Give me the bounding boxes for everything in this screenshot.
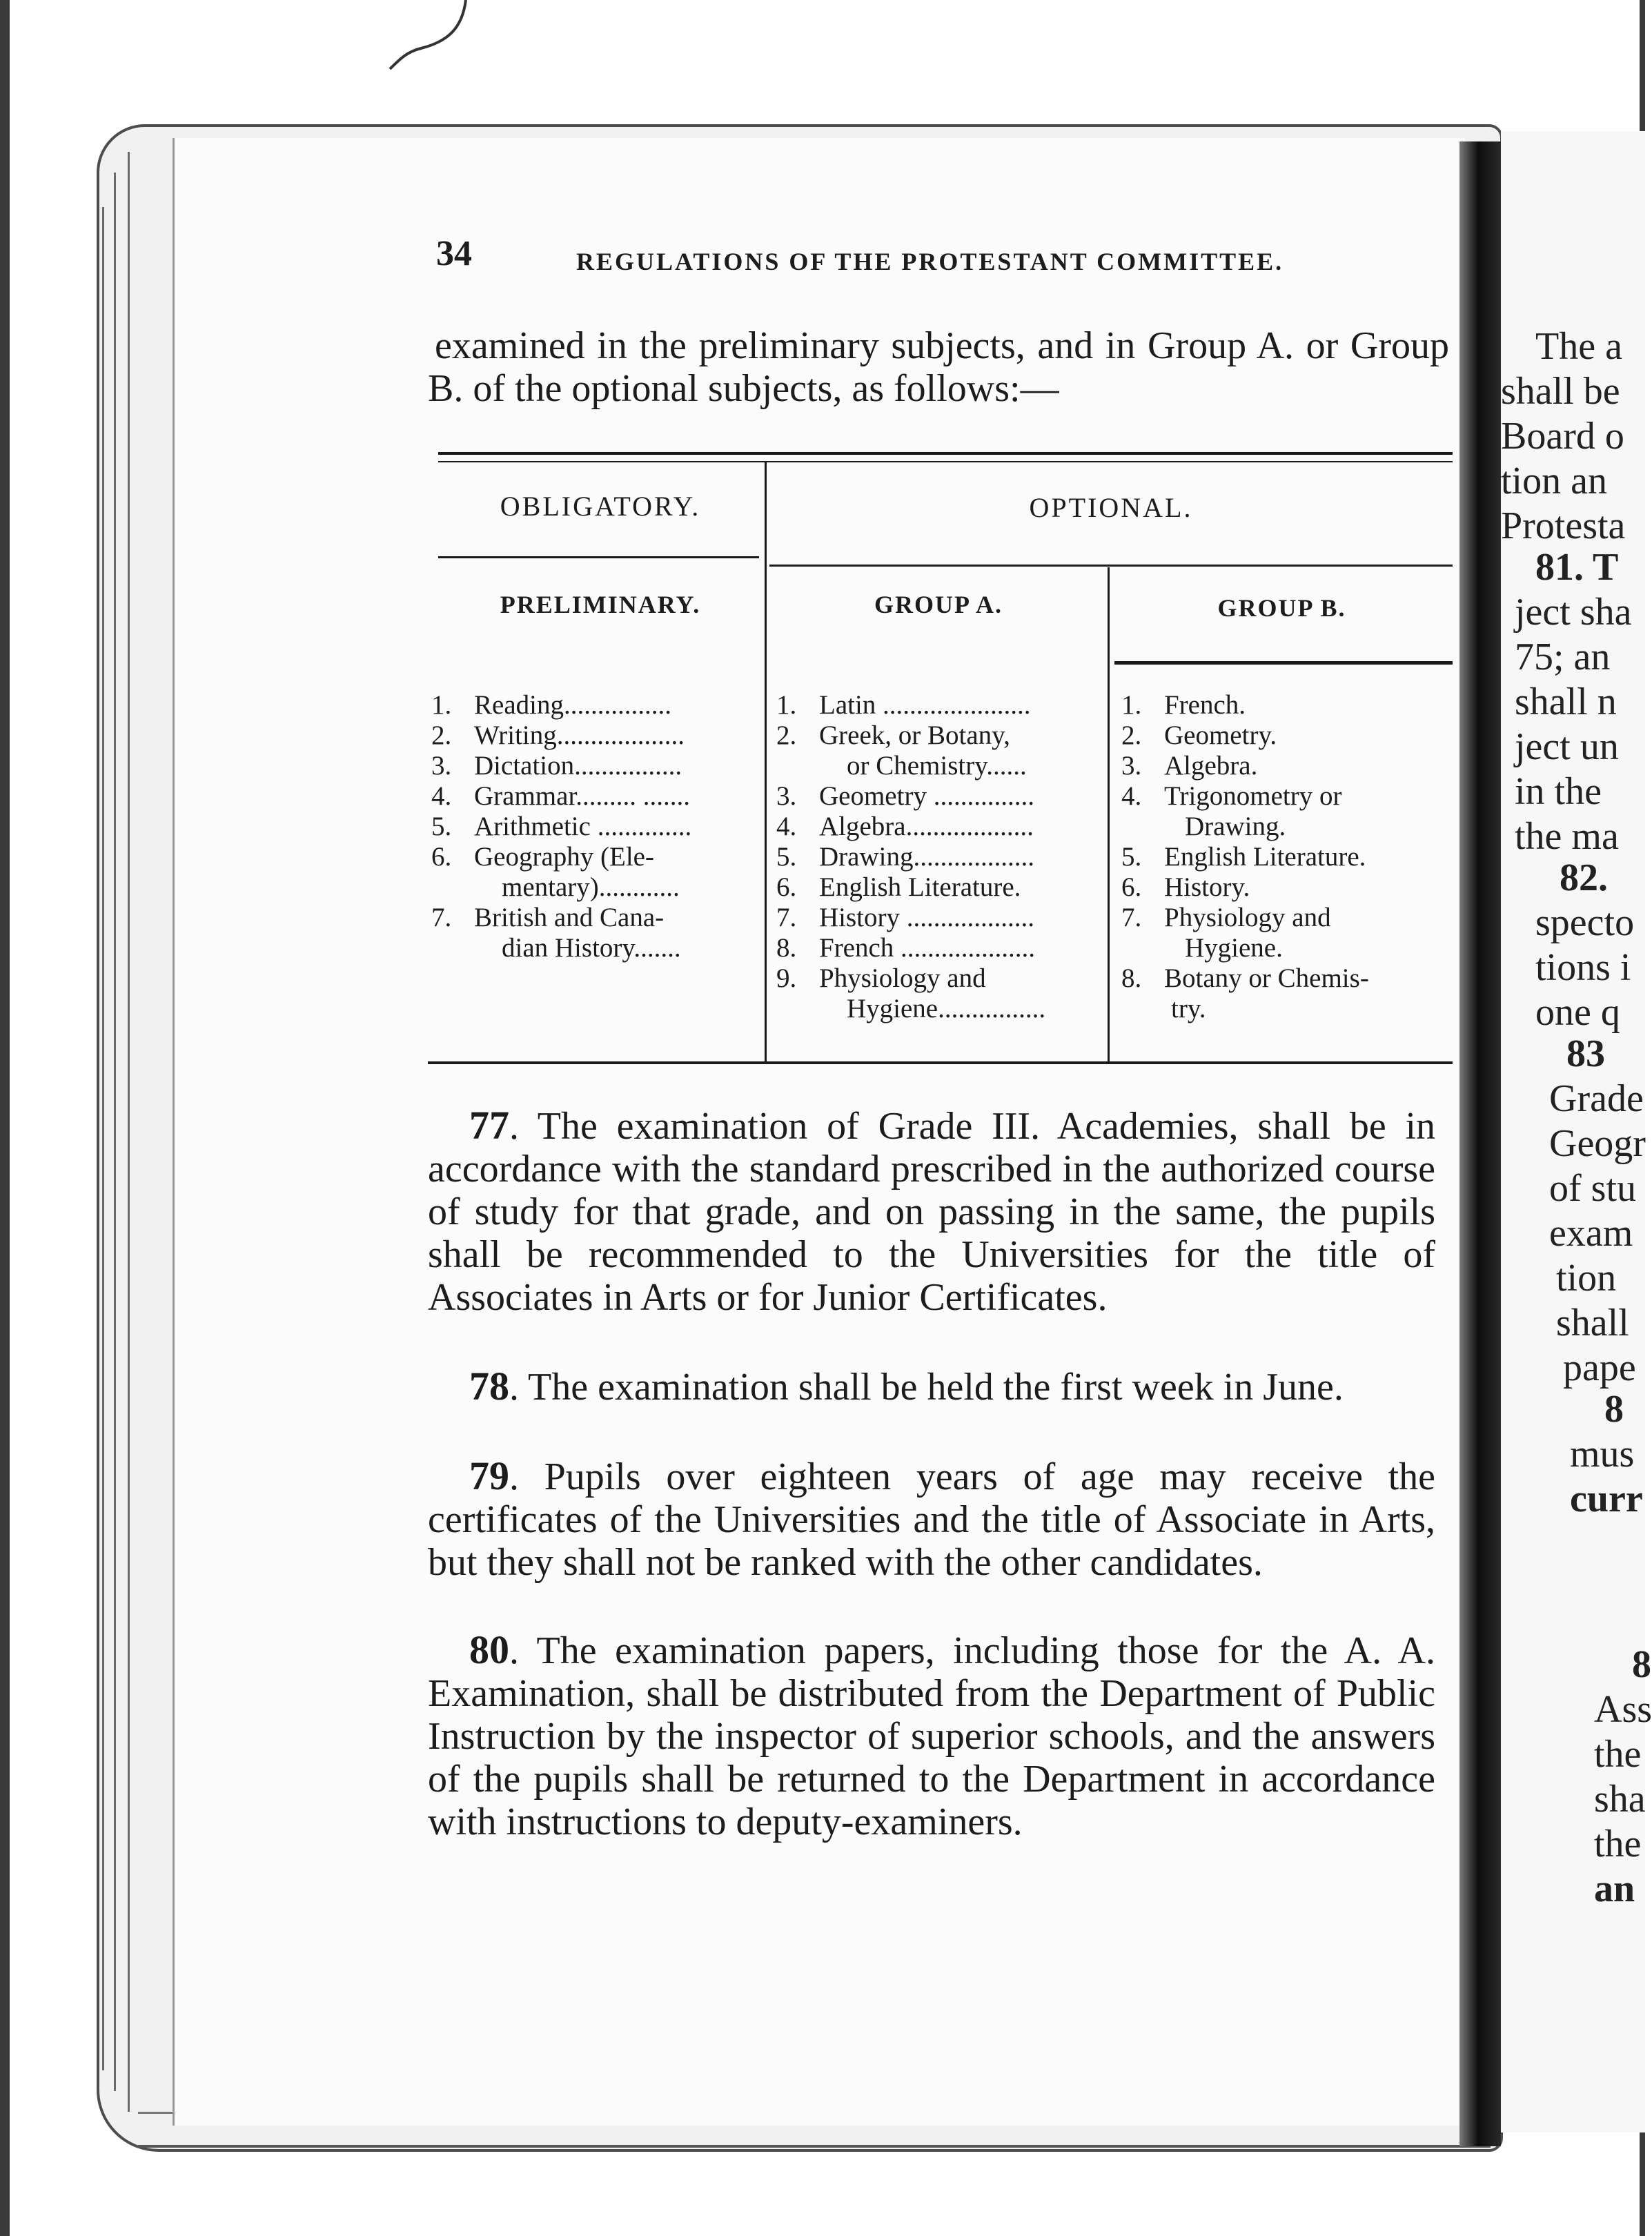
list-item: 8. Botany or Chemis- — [1121, 963, 1369, 993]
section-text: The examination shall be held the first week in June. — [528, 1366, 1344, 1409]
section-80: 80. The examination papers, including those for the A. A. Examination, shall be distributed from the Department of Public Instruction by the inspector of superior schools, and the answers of the pupils shall be returned to the Department in accordance with instructions to deputy-examiners. — [428, 1627, 1435, 1843]
right-page-fragment: tions i — [1535, 946, 1631, 989]
right-page-fragment: specto — [1535, 901, 1635, 944]
right-page-fragment: an — [1594, 1867, 1635, 1910]
list-item: 6. Geography (Ele- — [431, 842, 654, 872]
right-page-fragment: Grade — [1549, 1077, 1644, 1120]
preliminary-list — [431, 690, 759, 963]
right-page-fragment: Board o — [1501, 415, 1624, 458]
intro-paragraph: examined in the preliminary subjects, and in Group A. or Group B. of the optional subjects, as follows:— — [428, 324, 1449, 410]
list-item: 5. English Literature. — [1121, 842, 1366, 872]
list-item: 2. Geometry. — [1121, 720, 1277, 750]
right-page-fragment: shall n — [1515, 680, 1617, 723]
right-page — [1501, 131, 1652, 2132]
list-item: Hygiene. — [1185, 933, 1283, 963]
list-item: or Chemistry...... — [847, 751, 1027, 781]
list-item: 3. Geometry ............... — [776, 781, 1034, 811]
right-page-fragment: 81. T — [1535, 546, 1619, 589]
scan-border-left — [0, 0, 10, 2236]
list-item: Hygiene................ — [847, 994, 1046, 1023]
running-title: REGULATIONS OF THE PROTESTANT COMMITTEE. — [576, 248, 1284, 275]
table-column-divider — [765, 462, 767, 1061]
group-a-list — [776, 690, 1108, 1024]
right-page-fragment: 82. — [1560, 856, 1608, 899]
group-a-heading: GROUP A. — [874, 591, 1003, 618]
right-page-fragment: curr — [1570, 1478, 1643, 1520]
table-bottom-rule — [428, 1061, 1453, 1064]
table-top-rule — [438, 452, 1453, 455]
section-number: 78 — [469, 1364, 509, 1409]
section-79: 79. Pupils over eighteen years of age may receive the certificates of the Universities and the title of Associate in Arts, but they shall not be ranked with the other candidates. — [428, 1453, 1436, 1584]
table-top-rule — [438, 461, 1453, 462]
obligatory-heading: OBLIGATORY. — [500, 491, 701, 522]
list-item: 1. French. — [1121, 690, 1246, 720]
list-item: 7. British and Cana- — [431, 903, 665, 932]
right-page-fragment: 8 — [1604, 1388, 1624, 1431]
table-column-divider — [1108, 567, 1110, 1061]
list-item: 3. Dictation................ — [431, 751, 682, 781]
right-page-fragment: Geogr — [1549, 1122, 1646, 1165]
table-rule — [438, 556, 759, 558]
list-item: 6. History. — [1121, 872, 1250, 902]
list-item: 5. Drawing.................. — [776, 842, 1034, 872]
list-item: Drawing. — [1185, 812, 1286, 841]
list-item: 7. History ................... — [776, 903, 1034, 932]
group-b-heading: GROUP B. — [1217, 594, 1346, 622]
list-item: 6. English Literature. — [776, 872, 1021, 902]
preliminary-heading: PRELIMINARY. — [500, 591, 701, 618]
right-page-fragment: tion — [1556, 1257, 1617, 1300]
section-text: The examination papers, including those for the A. A. Examination, shall be distributed from the Department of Public Instruction by the inspector of superior schools, and the answers of the pupils shall be returned to the Department in accordance with instructions to deputy-examiners. — [428, 1629, 1435, 1843]
right-page-fragment: The a — [1535, 325, 1622, 368]
scan-scratch — [373, 0, 476, 76]
right-page-fragment: pape — [1563, 1346, 1636, 1389]
section-number: 79 — [469, 1453, 509, 1498]
section-text: Pupils over eighteen years of age may receive the certificates of the Universities and the title of Associate in Arts, but they shall not be ranked with the other candidates. — [428, 1455, 1436, 1584]
right-page-fragment: tion an — [1501, 460, 1607, 502]
page-edge — [128, 152, 150, 2112]
table-rule — [1114, 661, 1453, 665]
right-page-fragment: the — [1594, 1733, 1642, 1776]
section-77: 77. The examination of Grade III. Academies, shall be in accordance with the standard prescribed in the authorized course of study for that grade, and on passing in the same, the pupils shall be recommended to the Universities for the title of Associates in Arts or for Junior Certificates. — [428, 1103, 1435, 1319]
book-gutter — [1459, 141, 1501, 2146]
right-page-fragment: mus — [1570, 1433, 1635, 1475]
list-item: 3. Algebra. — [1121, 751, 1258, 781]
right-page-fragment: Protesta — [1501, 504, 1626, 547]
right-page-fragment: 83 — [1566, 1032, 1605, 1075]
group-b-list — [1121, 690, 1453, 1024]
right-page-fragment: shall be — [1501, 370, 1620, 413]
right-page-fragment: exam — [1549, 1212, 1633, 1255]
list-item: 5. Arithmetic .............. — [431, 812, 692, 841]
right-page-fragment: of stu — [1549, 1167, 1636, 1210]
right-page-fragment: ject sha — [1515, 591, 1632, 634]
section-text: The examination of Grade III. Academies, shall be in accordance with the standard prescribed in the authorized course of study for that grade, and on passing in the same, the pupils shall be recommended to the Universities for the title of Associates in Arts or for Junior Certificates. — [428, 1105, 1435, 1319]
list-item: 9. Physiology and — [776, 963, 986, 993]
list-item: 1. Latin ...................... — [776, 690, 1031, 720]
list-item: 4. Trigonometry or — [1121, 781, 1342, 811]
section-78: 78. The examination shall be held the first week in June. — [469, 1364, 1344, 1409]
list-item: 7. Physiology and — [1121, 903, 1331, 932]
right-page-fragment: one q — [1535, 991, 1620, 1034]
list-item: 8. French .................... — [776, 933, 1036, 963]
optional-heading: OPTIONAL. — [1029, 492, 1193, 523]
right-page-fragment: sha — [1594, 1778, 1646, 1821]
right-page-fragment: in the — [1515, 770, 1602, 813]
list-item: mentary)............ — [502, 872, 680, 902]
list-item: 2. Greek, or Botany, — [776, 720, 1010, 750]
list-item: dian History....... — [502, 933, 681, 963]
right-page-fragment: 8 — [1632, 1643, 1651, 1686]
list-item: try. — [1171, 994, 1206, 1023]
list-item: 4. Algebra................... — [776, 812, 1034, 841]
table-rule — [769, 565, 1453, 567]
right-page-fragment: 75; an — [1515, 636, 1611, 678]
list-item: 2. Writing................... — [431, 720, 685, 750]
right-page-fragment: the — [1594, 1823, 1642, 1865]
list-item: 4. Grammar......... ....... — [431, 781, 691, 811]
right-page-fragment: shall — [1556, 1302, 1629, 1344]
list-item: 1. Reading................ — [431, 690, 671, 720]
section-number: 77 — [469, 1103, 509, 1148]
right-page-fragment: Ass — [1594, 1688, 1652, 1731]
page-number: 34 — [436, 234, 472, 273]
section-number: 80 — [469, 1627, 509, 1672]
right-page-fragment: ject un — [1515, 725, 1619, 768]
right-page-fragment: the ma — [1515, 815, 1619, 858]
